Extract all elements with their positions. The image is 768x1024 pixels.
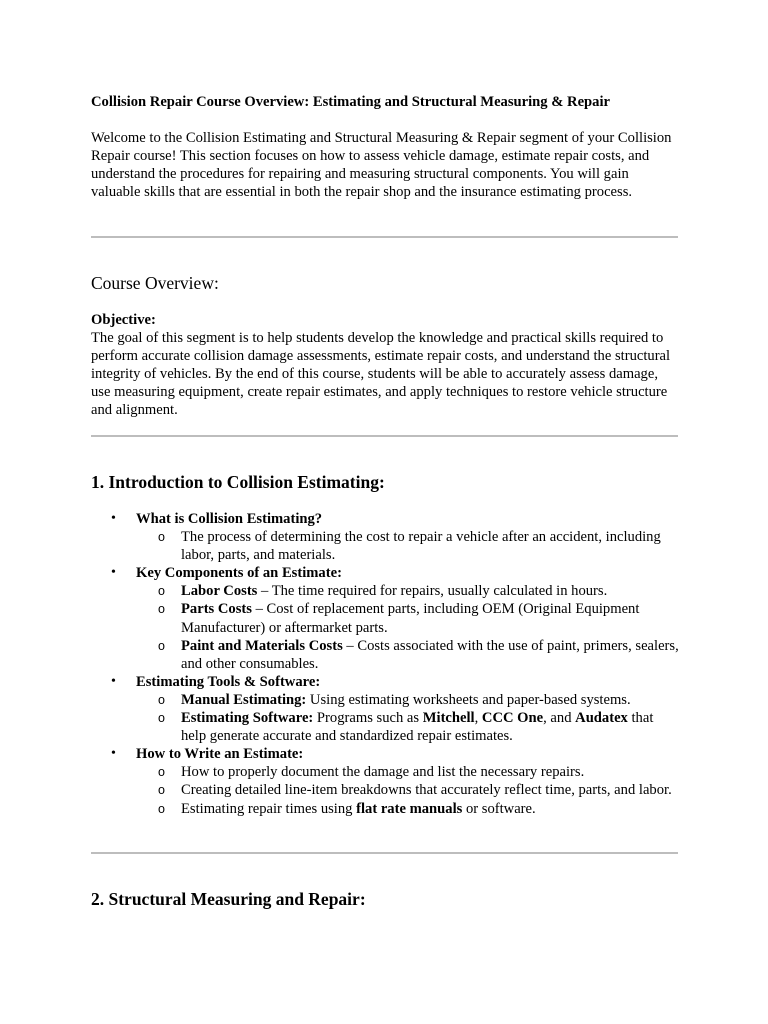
- sub-list: [136, 582, 681, 672]
- sub-list-item: [136, 600, 681, 636]
- sub-item-text: – Costs associated with the use of paint, primers, sealers, and other consumables.: [181, 637, 679, 672]
- sub-item-text: Creating detailed line-item breakdowns that accurately reflect time, parts, and labor.: [181, 782, 672, 799]
- horizontal-divider: [91, 852, 678, 854]
- sub-bullet-icon: o: [158, 765, 165, 780]
- sub-list: [136, 763, 681, 817]
- sub-list-item: [136, 691, 681, 709]
- bullet-icon: •: [111, 673, 116, 689]
- sub-item-text: The process of determining the cost to repair a vehicle after an accident, including labor, parts, and materials.: [181, 529, 661, 564]
- sub-bullet-icon: o: [158, 638, 165, 653]
- sub-list-item: [136, 637, 681, 673]
- bullet-icon: •: [111, 511, 116, 526]
- sub-item-tail: that help generate accurate and standardized repair estimates.: [181, 710, 654, 745]
- sub-list-item: [136, 709, 681, 745]
- document-title: Collision Repair Course Overview: Estimating and Structural Measuring & Repair: [91, 94, 610, 110]
- sub-bullet-icon: o: [158, 801, 165, 816]
- list-item-heading: How to Write an Estimate:: [136, 746, 304, 763]
- sub-item-text: Using estimating worksheets and paper-based systems.: [306, 691, 631, 708]
- separator-text: , and: [543, 710, 576, 727]
- list-item-heading: What is Collision Estimating?: [136, 511, 323, 527]
- sub-item-text: Estimating repair times using: [181, 800, 357, 817]
- horizontal-divider: [91, 236, 678, 238]
- sub-bullet-icon: o: [158, 602, 165, 617]
- sub-item-term: Labor Costs: [181, 583, 258, 600]
- sub-item-term: Estimating Software:: [181, 710, 314, 727]
- sub-item-text: – Cost of replacement parts, including OEM (Original Equipment Manufacturer) or aftermarket parts.: [181, 601, 640, 636]
- section-2-heading: 2. Structural Measuring and Repair:: [91, 889, 366, 909]
- sub-bullet-icon: o: [158, 692, 165, 707]
- list-item-heading: Estimating Tools & Software:: [136, 673, 321, 690]
- objective-label: Objective:: [91, 312, 156, 328]
- sub-item-term: Parts Costs: [181, 601, 252, 618]
- flat-rate-manuals-term: flat rate manuals: [356, 800, 463, 817]
- list-item: [91, 510, 681, 564]
- section-1-list: [91, 510, 681, 818]
- sub-item-text: – The time required for repairs, usually calculated in hours.: [257, 583, 608, 600]
- software-name-ccc-one: CCC One: [481, 710, 544, 727]
- sub-list: [136, 528, 681, 564]
- sub-bullet-icon: o: [158, 783, 165, 798]
- objective-paragraph: The goal of this segment is to help students develop the knowledge and practical skills required to perform accurate collision damage assessments, estimate repair costs, and understand the structural integrity of vehicles. By the end of this course, students will be able to accurately assess damage, use measuring equipment, create repair estimates, and apply techniques to restore vehicle structure and alignment.: [91, 330, 671, 419]
- list-item: [91, 564, 681, 673]
- intro-paragraph: Welcome to the Collision Estimating and Structural Measuring & Repair segment of your Collision Repair course! This section focuses on how to assess vehicle damage, estimate repair costs, and understand the procedures for repairing and measuring structural components. You will gain valuable skills that are essential in both the repair shop and the insurance estimating process.: [91, 130, 672, 201]
- list-item: [91, 673, 681, 745]
- sub-bullet-icon: o: [158, 711, 165, 726]
- sub-item-term: Paint and Materials Costs: [181, 637, 343, 654]
- sub-item-tail: or software.: [462, 800, 536, 817]
- software-name-audatex: Audatex: [575, 710, 628, 727]
- sub-bullet-icon: o: [158, 584, 165, 599]
- bullet-icon: •: [111, 746, 116, 762]
- software-name-mitchell: Mitchell: [422, 710, 475, 727]
- sub-item-text: Programs such as: [313, 710, 423, 727]
- sub-item-term: Manual Estimating:: [181, 691, 307, 708]
- sub-list: [136, 691, 681, 745]
- sub-item-text: How to properly document the damage and list the necessary repairs.: [181, 764, 585, 781]
- horizontal-divider: [91, 435, 678, 437]
- sub-bullet-icon: o: [158, 530, 165, 545]
- sub-list-item: [136, 528, 681, 564]
- sub-list-item: [136, 781, 681, 799]
- list-item-heading: Key Components of an Estimate:: [136, 565, 342, 582]
- sub-list-item: [136, 800, 681, 818]
- course-overview-heading: Course Overview:: [91, 273, 219, 293]
- separator-text: ,: [474, 710, 482, 727]
- list-item: [91, 745, 681, 817]
- sub-list-item: [136, 763, 681, 781]
- section-1-heading: 1. Introduction to Collision Estimating:: [91, 472, 385, 492]
- sub-list-item: [136, 582, 681, 600]
- bullet-icon: •: [111, 565, 116, 581]
